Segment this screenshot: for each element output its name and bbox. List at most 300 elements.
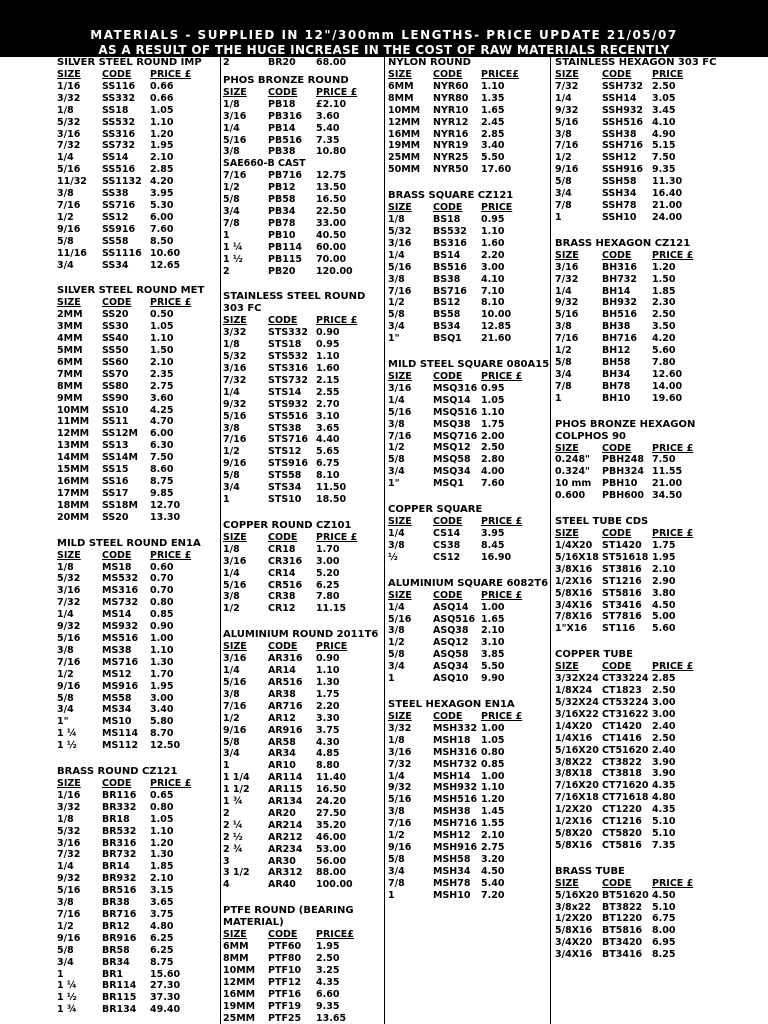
- size-cell: 4MM: [57, 333, 83, 345]
- price-cell: 0.90: [150, 621, 174, 633]
- code-cell: MSQ58: [433, 454, 471, 466]
- price-row: [223, 218, 384, 230]
- price-cell: 4.35: [652, 804, 676, 816]
- price-cell: 53.00: [316, 843, 347, 855]
- code-cell: BR916: [102, 932, 137, 944]
- size-cell: 5/8: [555, 356, 572, 368]
- price-row: [57, 152, 218, 164]
- size-cell: 1/2: [388, 297, 405, 309]
- size-cell: 8MM: [388, 92, 414, 104]
- price-cell: 21.00: [652, 478, 683, 490]
- price-row: [57, 440, 218, 452]
- material-section: [388, 699, 550, 902]
- price-cell: 35.20: [316, 819, 347, 831]
- size-cell: 5/8: [57, 944, 74, 956]
- size-cell: 7/16: [57, 656, 81, 668]
- price-cell: 2.10: [150, 152, 174, 164]
- price-cell: 3.00: [481, 261, 505, 273]
- price-cell: 4.80: [150, 920, 174, 932]
- price-cell: 1.10: [316, 351, 340, 363]
- size-cell: 3 1/2: [223, 867, 250, 879]
- price-row: [223, 653, 384, 665]
- size-cell: 10MM: [57, 404, 90, 416]
- price-row: [555, 93, 723, 105]
- size-cell: 9/32: [57, 621, 81, 633]
- price-row: [388, 830, 550, 842]
- size-cell: 1/8: [388, 214, 405, 226]
- size-cell: 1/2X20: [555, 913, 593, 925]
- code-header: CODE: [602, 877, 632, 889]
- price-cell: 2.75: [150, 380, 174, 392]
- size-cell: 3/32: [388, 722, 412, 734]
- code-cell: BR516: [102, 885, 137, 897]
- price-header: PRICE £: [481, 710, 523, 722]
- price-cell: 1.05: [150, 813, 174, 825]
- price-cell: 2.50: [652, 685, 676, 697]
- price-row: [555, 600, 723, 612]
- code-cell: SSH10: [602, 211, 637, 223]
- code-cell: BH12: [602, 345, 631, 357]
- size-cell: 5/8: [223, 470, 240, 482]
- size-cell: 1/4: [57, 861, 74, 873]
- price-column-3: [386, 57, 551, 1024]
- size-cell: 16MM: [57, 476, 90, 487]
- price-cell: 0.95: [316, 339, 340, 351]
- size-cell: 9/32: [388, 782, 412, 794]
- code-cell: PTF12: [268, 976, 302, 988]
- size-cell: 1/2X16: [555, 816, 593, 828]
- code-header: CODE: [433, 589, 463, 601]
- size-cell: 1/4: [388, 601, 405, 613]
- size-cell: 1: [555, 392, 562, 404]
- price-cell: 2.10: [652, 563, 676, 575]
- price-row: [223, 387, 384, 399]
- price-cell: 1.70: [316, 543, 340, 555]
- price-row: [555, 816, 723, 828]
- price-cell: 1.95: [150, 680, 174, 692]
- price-cell: 2.35: [150, 368, 174, 380]
- code-header: CODE: [602, 528, 632, 540]
- size-cell: 3: [223, 855, 230, 867]
- code-cell: ASQ38: [433, 625, 469, 637]
- code-cell: SS14M: [102, 452, 138, 464]
- code-header: CODE: [268, 86, 298, 98]
- price-row: [388, 625, 550, 637]
- price-cell: 9.35: [316, 1000, 340, 1012]
- price-row: [388, 759, 550, 771]
- price-cell: 9.85: [150, 487, 174, 499]
- price-header: PRICE £: [652, 661, 694, 673]
- price-row: [57, 81, 218, 93]
- material-section: [223, 629, 384, 891]
- section-title: STEEL TUBE CDS: [555, 516, 649, 528]
- size-cell: 2 ¼: [223, 819, 243, 831]
- price-cell: 8.75: [150, 956, 174, 968]
- price-header: PRICE £: [150, 297, 192, 309]
- price-row: [57, 585, 218, 597]
- price-row: [388, 152, 550, 164]
- price-cell: 1.20: [652, 261, 676, 273]
- size-header: SIZE: [223, 641, 247, 653]
- price-cell: 2.00: [481, 430, 505, 442]
- price-cell: 33.00: [316, 217, 347, 229]
- code-cell: MSH78: [433, 877, 471, 889]
- price-cell: 37.30: [150, 992, 181, 1004]
- code-cell: BR932: [102, 873, 137, 885]
- size-cell: 9/32: [555, 297, 579, 309]
- code-cell: PTF19: [268, 1000, 302, 1012]
- price-cell: 15.60: [150, 968, 181, 980]
- price-row: [223, 784, 384, 796]
- price-row: [388, 735, 550, 747]
- price-cell: 12.75: [316, 170, 347, 182]
- price-row: [555, 721, 723, 733]
- code-cell: MS516: [102, 632, 139, 644]
- price-row: [223, 146, 384, 158]
- price-row: [388, 321, 550, 333]
- size-cell: 3/8X18: [555, 768, 593, 780]
- price-cell: 46.00: [316, 831, 347, 843]
- code-cell: MSQ14: [433, 394, 471, 406]
- price-row: [223, 1001, 384, 1013]
- price-row: [555, 685, 723, 697]
- price-cell: 56.00: [316, 855, 347, 867]
- column-headers: [555, 528, 723, 540]
- price-cell: 3.60: [316, 110, 340, 122]
- price-row: [57, 176, 218, 188]
- code-cell: MS18: [102, 561, 132, 573]
- code-cell: SS17: [102, 487, 129, 499]
- code-cell: SS18: [102, 104, 129, 116]
- size-cell: 3/4: [388, 661, 405, 673]
- code-cell: BR316: [102, 837, 137, 849]
- code-cell: MS112: [102, 740, 139, 752]
- code-cell: SS332: [102, 92, 136, 104]
- code-cell: STS716: [268, 434, 308, 446]
- code-cell: BT3416: [602, 949, 643, 961]
- code-cell: MSQ38: [433, 418, 471, 430]
- size-cell: 5/16: [223, 579, 247, 591]
- price-row: [223, 867, 384, 879]
- size-cell: 3/4: [57, 259, 74, 271]
- price-cell: 6.60: [316, 988, 340, 1000]
- code-cell: BS18: [433, 214, 461, 226]
- size-cell: 5/32: [223, 351, 247, 363]
- code-header: CODE: [602, 442, 632, 454]
- price-cell: 2.85: [481, 128, 505, 140]
- price-header: PRICE£: [481, 69, 519, 80]
- size-cell: 25MM: [388, 152, 421, 164]
- size-cell: 1": [57, 716, 69, 728]
- code-cell: BT1220: [602, 913, 643, 925]
- code-header: CODE: [102, 69, 132, 80]
- price-cell: 18.50: [316, 494, 347, 505]
- size-header: SIZE: [223, 86, 247, 98]
- code-cell: AR316: [268, 653, 303, 665]
- size-cell: 1: [555, 211, 562, 223]
- code-cell: PTF80: [268, 953, 302, 965]
- price-row: [223, 591, 384, 603]
- price-cell: 2.10: [150, 873, 174, 885]
- price-cell: 10.80: [316, 146, 347, 158]
- price-cell: 1.10: [481, 225, 505, 237]
- price-row: [388, 866, 550, 878]
- price-cell: 0.80: [150, 597, 174, 609]
- size-cell: 4: [223, 879, 230, 891]
- price-row: [57, 957, 218, 969]
- price-cell: 3.75: [316, 724, 340, 736]
- code-cell: PB716: [268, 170, 303, 182]
- price-cell: 0.90: [316, 327, 340, 339]
- price-row: [57, 405, 218, 417]
- code-cell: SS916: [102, 223, 136, 235]
- price-row: [57, 1004, 218, 1016]
- size-cell: 1 ½: [57, 740, 77, 752]
- price-cell: 7.60: [150, 223, 174, 235]
- price-cell: 11.30: [652, 176, 683, 188]
- price-row: [223, 580, 384, 592]
- price-row: [223, 941, 384, 953]
- code-cell: BR12: [102, 920, 130, 932]
- code-cell: SS60: [102, 356, 129, 368]
- size-cell: 3/8X16: [555, 563, 593, 575]
- column-headers: [223, 87, 384, 99]
- code-cell: AR115: [268, 784, 303, 796]
- price-row: [57, 802, 218, 814]
- code-cell: NYR19: [433, 140, 469, 152]
- price-row: [555, 768, 723, 780]
- price-cell: 88.00: [316, 867, 347, 879]
- code-cell: SS34: [102, 259, 129, 271]
- code-cell: STS10: [268, 494, 302, 505]
- size-cell: 9/16: [57, 932, 81, 944]
- code-cell: ST5816: [602, 587, 642, 599]
- price-cell: 0.85: [481, 758, 505, 770]
- price-row: [388, 614, 550, 626]
- code-cell: SSH34: [602, 188, 637, 200]
- price-row: [223, 977, 384, 989]
- code-cell: SS732: [102, 140, 136, 152]
- size-cell: 5/32: [388, 225, 412, 237]
- price-row: [57, 669, 218, 681]
- price-row: [388, 105, 550, 117]
- code-cell: MSH34: [433, 865, 471, 877]
- code-cell: ST7816: [602, 611, 642, 623]
- size-cell: 3/8: [223, 146, 240, 158]
- price-row: [57, 224, 218, 236]
- size-cell: 1/2: [223, 603, 240, 615]
- column-headers: [57, 69, 218, 81]
- section-title: PHOS BRONZE HEXAGON COLPHOS 90: [555, 418, 696, 442]
- size-cell: 3/16: [57, 837, 81, 849]
- code-cell: ST116: [602, 623, 636, 635]
- price-row: [555, 623, 723, 635]
- price-cell: 1.45: [481, 806, 505, 818]
- size-cell: 3/8: [388, 806, 405, 818]
- price-row: [555, 733, 723, 745]
- size-cell: 3/16X22: [555, 708, 599, 720]
- price-cell: 1.10: [150, 644, 174, 656]
- price-cell: 0.90: [316, 653, 340, 665]
- size-cell: 2 ½: [223, 831, 243, 843]
- price-cell: 2.50: [316, 953, 340, 965]
- price-cell: 24.20: [316, 796, 347, 808]
- price-row: [57, 393, 218, 405]
- size-cell: 9/16: [388, 841, 412, 853]
- size-cell: 5/8: [388, 853, 405, 865]
- code-cell: PB14: [268, 122, 296, 134]
- price-row: [388, 214, 550, 226]
- size-cell: 1: [388, 673, 395, 685]
- size-cell: 5/8: [555, 176, 572, 188]
- price-cell: 1.20: [150, 128, 174, 140]
- price-row: [57, 740, 218, 752]
- size-cell: 1 ¼: [57, 980, 77, 992]
- size-cell: 5/16: [388, 613, 412, 625]
- material-section: [223, 75, 384, 278]
- size-cell: 5/32: [57, 825, 81, 837]
- price-row: [388, 129, 550, 141]
- code-cell: BR58: [102, 944, 130, 956]
- code-header: CODE: [433, 69, 463, 80]
- price-cell: 4.50: [652, 889, 676, 901]
- size-cell: 5/16: [555, 309, 579, 321]
- size-cell: 7/16: [388, 818, 412, 830]
- price-row: [388, 81, 550, 93]
- price-row: [388, 250, 550, 262]
- price-cell: 1.00: [150, 632, 174, 644]
- size-cell: 1/2: [388, 830, 405, 842]
- size-cell: 5/8: [388, 649, 405, 661]
- price-cell: 12.60: [652, 368, 683, 380]
- code-cell: CR516: [268, 579, 303, 591]
- code-cell: AR212: [268, 831, 303, 843]
- price-row: [555, 345, 723, 357]
- size-cell: 1: [388, 889, 395, 901]
- price-row: [57, 309, 218, 321]
- price-row: [223, 230, 384, 242]
- code-cell: BR115: [102, 992, 137, 1004]
- price-cell: 4.20: [652, 333, 676, 345]
- price-row: [57, 621, 218, 633]
- code-cell: MSQ34: [433, 466, 471, 478]
- size-cell: 2: [223, 807, 230, 819]
- price-cell: 5.40: [316, 122, 340, 134]
- price-header: PRICE £: [481, 589, 523, 601]
- price-cell: 0.80: [150, 801, 174, 813]
- price-cell: 12.70: [150, 499, 181, 511]
- price-row: [223, 339, 384, 351]
- code-cell: MSQ316: [433, 382, 478, 394]
- column-headers: [57, 778, 218, 790]
- size-cell: 1/8: [57, 813, 74, 825]
- price-cell: 2.80: [481, 454, 505, 466]
- price-row: [57, 369, 218, 381]
- price-row: [223, 556, 384, 568]
- code-cell: SS12M: [102, 428, 138, 440]
- size-cell: 9/16: [555, 164, 579, 176]
- code-cell: BH516: [602, 309, 638, 321]
- price-row: [388, 771, 550, 783]
- size-header: SIZE: [555, 249, 579, 261]
- price-cell: 4.30: [316, 736, 340, 748]
- price-cell: 4.50: [481, 865, 505, 877]
- code-cell: BH932: [602, 297, 638, 309]
- size-cell: 19MM: [388, 140, 421, 152]
- code-cell: AR38: [268, 688, 296, 700]
- price-row: [555, 188, 723, 200]
- price-cell: 3.00: [652, 696, 676, 708]
- price-cell: 1.65: [481, 104, 505, 116]
- size-cell: 13MM: [57, 440, 90, 452]
- price-cell: 1.10: [150, 116, 174, 128]
- price-cell: 1.95: [316, 941, 340, 953]
- code-cell: SS16: [102, 476, 129, 487]
- price-cell: 0.50: [150, 309, 174, 321]
- price-column-1: [55, 57, 218, 1024]
- price-row: [223, 266, 384, 278]
- size-cell: 7/32: [57, 597, 81, 609]
- price-cell: 1.70: [150, 668, 174, 680]
- price-header: PRICE £: [316, 315, 358, 327]
- price-row: [388, 117, 550, 129]
- size-cell: 7/8: [555, 380, 572, 392]
- price-row: [223, 737, 384, 749]
- code-header: CODE: [602, 249, 632, 261]
- size-cell: 7/32: [555, 273, 579, 285]
- price-row: [223, 965, 384, 977]
- section-title: MILD STEEL ROUND EN1A: [57, 537, 201, 549]
- price-row: [555, 176, 723, 188]
- price-header: PRICE: [316, 641, 348, 653]
- size-cell: 1/8: [223, 98, 240, 110]
- price-cell: 3.80: [652, 587, 676, 599]
- size-cell: 3/16: [57, 585, 81, 597]
- size-cell: 9/16: [223, 458, 247, 470]
- price-row: [223, 796, 384, 808]
- code-cell: SS11: [102, 416, 129, 428]
- price-cell: 8.25: [652, 949, 676, 961]
- column-headers: [223, 641, 384, 653]
- price-cell: 2.50: [652, 732, 676, 744]
- size-cell: 12MM: [57, 428, 90, 440]
- size-header: SIZE: [57, 69, 81, 80]
- size-cell: 12MM: [388, 116, 421, 128]
- size-cell: 1"X16: [555, 623, 588, 635]
- code-cell: SSH12: [602, 152, 637, 164]
- size-cell: 3/8: [555, 128, 572, 140]
- price-row: [388, 854, 550, 866]
- size-cell: 3/32: [57, 801, 81, 813]
- price-row: [223, 158, 384, 170]
- section-title: COPPER SQUARE: [388, 504, 483, 516]
- price-row: [223, 689, 384, 701]
- size-cell: 1": [388, 333, 400, 345]
- price-row: [555, 117, 723, 129]
- material-section: [57, 57, 218, 271]
- price-cell: 5.50: [481, 661, 505, 673]
- size-cell: 3/16: [57, 128, 81, 140]
- price-row: [555, 274, 723, 286]
- price-row: [57, 633, 218, 645]
- code-cell: MSH58: [433, 853, 471, 865]
- price-row: [57, 488, 218, 500]
- price-cell: 4.00: [481, 466, 505, 478]
- price-row: [223, 111, 384, 123]
- code-cell: SS532: [102, 116, 136, 128]
- code-cell: BS516: [433, 261, 467, 273]
- price-cell: 7.80: [652, 356, 676, 368]
